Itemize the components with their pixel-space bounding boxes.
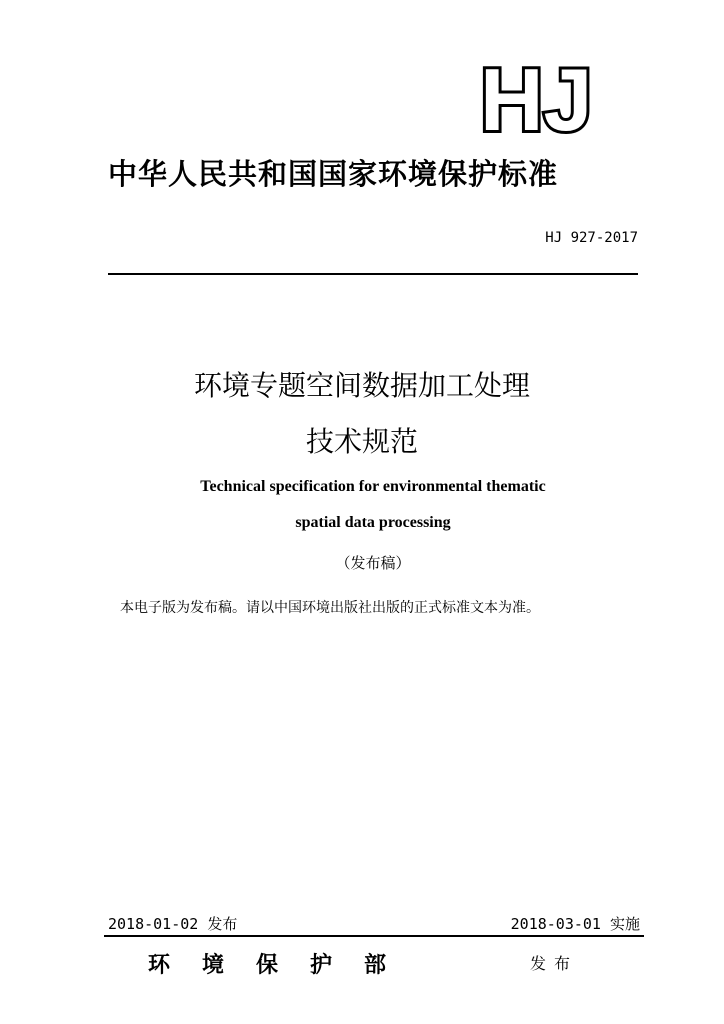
header-divider bbox=[108, 273, 638, 275]
document-title-en-line2: spatial data processing bbox=[295, 514, 451, 531]
implementation-date: 2018-03-01 实施 bbox=[510, 915, 640, 933]
hj-logo bbox=[480, 58, 630, 134]
issuer-action: 发布 bbox=[530, 954, 579, 973]
issue-date: 2018-01-02 发布 bbox=[108, 915, 238, 933]
edition-notice: 本电子版为发布稿。请以中国环境出版社出版的正式标准文本为准。 bbox=[120, 600, 540, 616]
hj-logo-text: HJ bbox=[480, 58, 593, 134]
footer-divider bbox=[104, 935, 644, 937]
national-standard-title: 中华人民共和国国家环境保护标准 bbox=[108, 157, 559, 191]
standard-number: HJ 927-2017 bbox=[545, 230, 638, 246]
document-title-cn-line1: 环境专题空间数据加工处理 bbox=[193, 369, 530, 402]
issuing-authority: 环境保护部 bbox=[148, 952, 419, 978]
document-title-cn-line2: 技术规范 bbox=[305, 425, 418, 458]
document-title-en-line1: Technical specification for environmental thematic bbox=[200, 478, 546, 495]
draft-label: （发布稿） bbox=[335, 554, 411, 572]
